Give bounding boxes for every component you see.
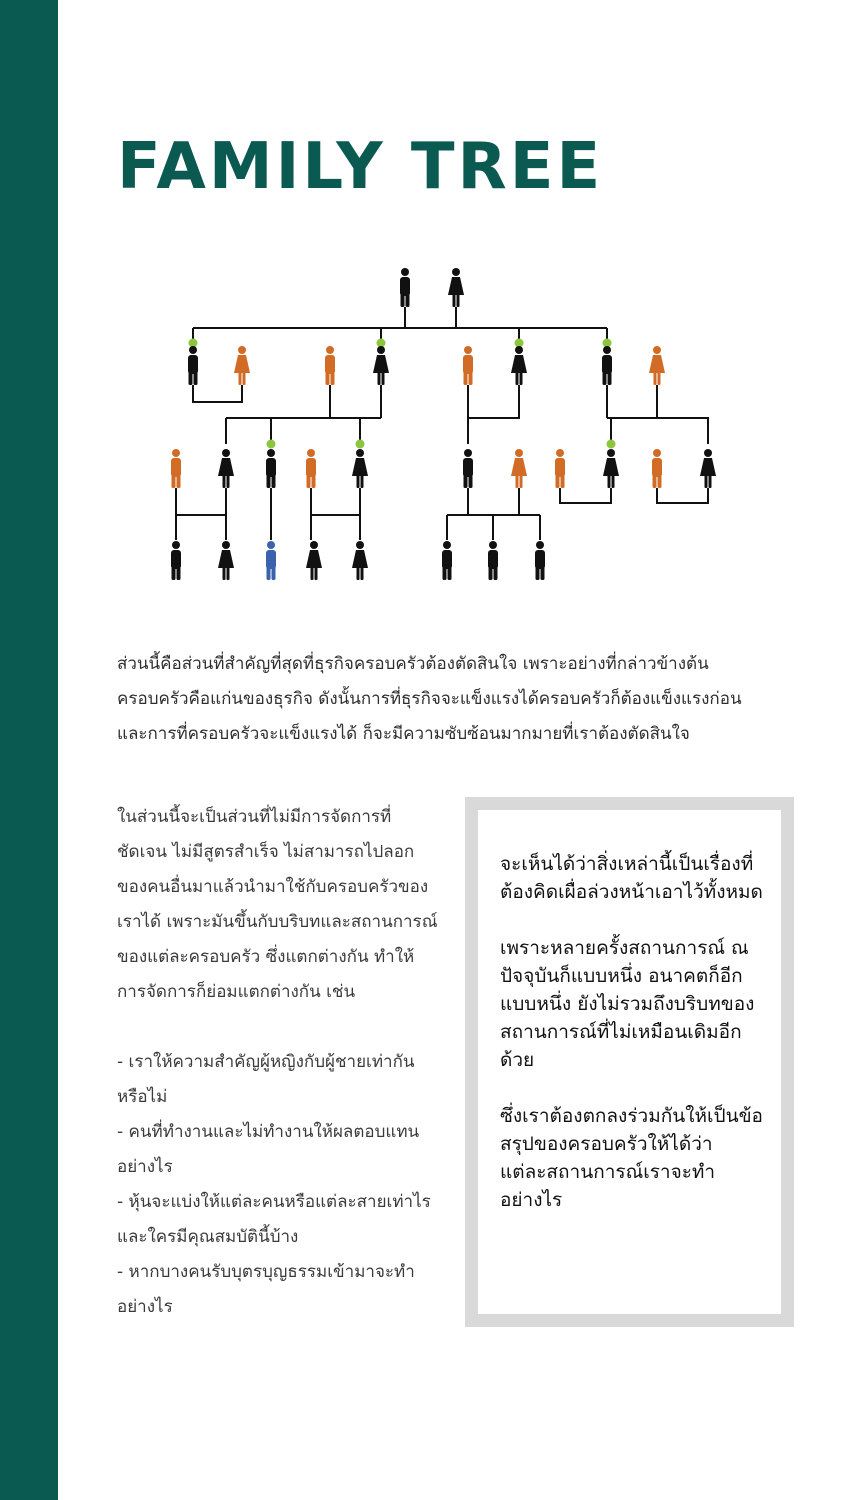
accent-side-bar	[0, 0, 58, 1500]
callout-box	[465, 797, 794, 1327]
callout-paragraph-1: จะเห็นได้ว่าสิ่งเหล่านี้เป็นเรื่องที่ต้องคิดเผื่อล่วงหน้าเอาไว้ทั้งหมด	[500, 853, 763, 903]
list-item: - หากบางคนรับบุตรบุญธรรมเข้ามาจะทำอย่างไร	[117, 1262, 415, 1317]
question-list	[117, 1045, 439, 1325]
list-item: - คนที่ทำงานและไม่ทำงานให้ผลตอบแทนอย่างไร	[117, 1122, 420, 1177]
callout-paragraph-3: ซึ่งเราต้องตกลงร่วมกันให้เป็นข้อสรุปของครอบครัวให้ได้ว่า แต่ละสถานการณ์เราจะทำอย่างไร	[500, 1105, 763, 1211]
callout-paragraph-2: เพราะหลายครั้งสถานการณ์ ณ ปัจจุบันก็แบบหนึ่ง อนาคตก็อีกแบบหนึ่ง ยังไม่รวมถึงบริบทของสถานการณ์ที่ไม่เหมือนเดิมอีกด้วย	[500, 937, 755, 1071]
list-item: - หุ้นจะแบ่งให้แต่ละคนหรือแต่ละสายเท่าไร และใครมีคุณสมบัตินี้บ้าง	[117, 1192, 431, 1247]
page-title: FAMILY TREE	[117, 130, 604, 204]
list-item: - เราให้ความสำคัญผู้หญิงกับผู้ชายเท่ากันหรือไม่	[117, 1052, 415, 1107]
left-column	[117, 800, 439, 1325]
family-tree-diagram	[160, 262, 720, 592]
intro-paragraph: ส่วนนี้คือส่วนที่สำคัญที่สุดที่ธุรกิจครอบครัวต้องตัดสินใจ เพราะอย่างที่กล่าวข้างต้นครอบครัวคือแก่นของธุรกิจ ดังนั้นการที่ธุรกิจจะแข็งแรงได้ครอบครัวก็ต้องแข็งแรงก่อน และการที่ครอบครัวจะแข็งแรงได้ ก็จะมีความซับซ้อนมากมายที่เราต้องตัดสินใจ	[117, 654, 742, 744]
context-paragraph: ในส่วนนี้จะเป็นส่วนที่ไม่มีการจัดการที่ชัดเจน ไม่มีสูตรสำเร็จ ไม่สามารถไปลอกของคนอื่นมาแล้วนำมาใช้กับครอบครัวของเราได้ เพราะมันขึ้นกับบริบทและสถานการณ์ของแต่ละครอบครัว ซึ่งแตกต่างกัน ทำให้การจัดการก็ย่อมแตกต่างกัน เช่น	[117, 807, 438, 1002]
